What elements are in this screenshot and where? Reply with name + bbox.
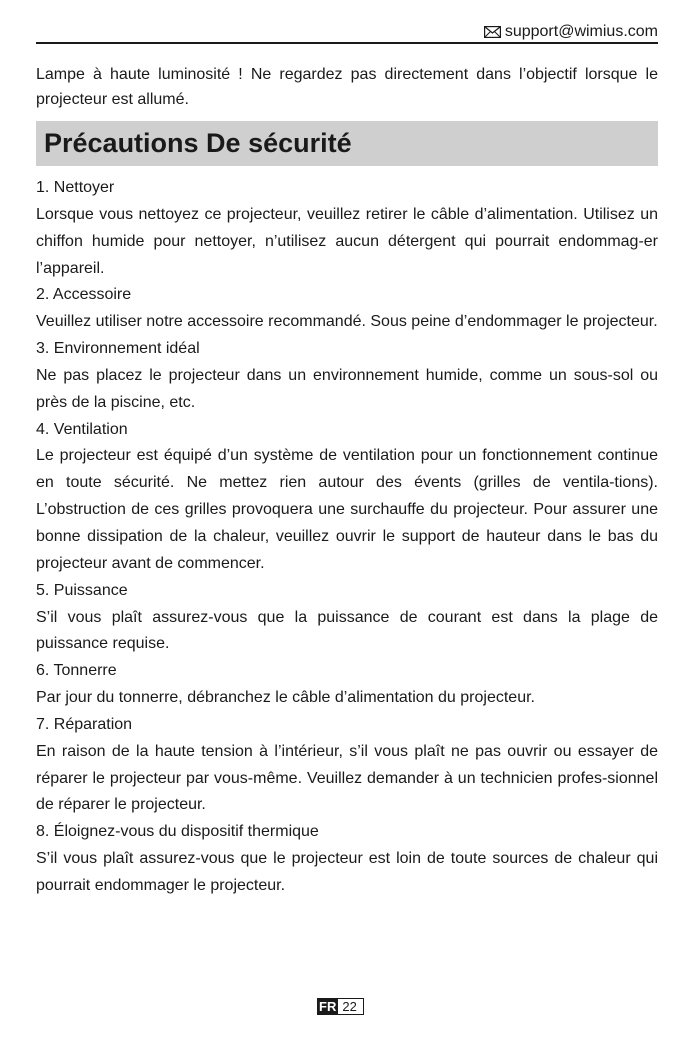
- item-body: S’il vous plaît assurez-vous que le projecteur est loin de toute sources de chaleur qui pourrait endommager le projecteur.: [36, 850, 658, 894]
- precaution-item: [36, 282, 658, 336]
- page-footer: [317, 998, 364, 1015]
- item-title: 3. Environnement idéal: [36, 340, 200, 358]
- intro-warning: Lampe à haute luminosité ! Ne regardez pas directement dans l’objectif lorsque le projecteur est allumé.: [36, 66, 658, 108]
- section-header: [36, 121, 658, 166]
- support-email[interactable]: [484, 22, 658, 42]
- support-email-text: support@wimius.com: [504, 23, 658, 40]
- item-body: Par jour du tonnerre, débranchez le câble d’alimentation du projecteur.: [36, 689, 535, 707]
- item-title: 2. Accessoire: [36, 286, 132, 304]
- item-body: Le projecteur est équipé d’un système de ventilation pour un fonctionnement continue en toute sécurité. Ne mettez rien autour des évents (grilles de ventila-tions). L’obstruction de ces grilles provoquera une surchauffe du projecteur. Pour assurer une bonne dissipation de la chaleur, veuillez ouvrir le support de hauteur dans le bas du projecteur avant de commencer.: [36, 447, 658, 572]
- item-title: 7. Réparation: [36, 715, 133, 733]
- precautions-list: [36, 175, 658, 900]
- precaution-item: [36, 658, 658, 712]
- item-title: 6. Tonnerre: [36, 662, 117, 680]
- item-body: S’il vous plaît assurez-vous que la puissance de courant est dans la plage de puissance requise.: [36, 608, 658, 653]
- item-title: 1. Nettoyer: [36, 179, 115, 196]
- item-body: Ne pas placez le projecteur dans un environnement humide, comme un sous-sol ou près de la piscine, etc.: [36, 366, 658, 411]
- precaution-item: [36, 336, 658, 417]
- item-body: En raison de la haute tension à l’intérieur, s’il vous plaît ne pas ouvrir ou essayer de réparer le projecteur par vous-même. Veuillez demander à un technicien profes-sionnel de réparer le projecteur.: [36, 742, 658, 814]
- envelope-icon: [484, 26, 501, 38]
- precaution-item: [36, 417, 658, 578]
- section-title: Précautions De sécurité: [44, 128, 352, 158]
- precaution-item: [36, 578, 658, 659]
- item-body: Veuillez utiliser notre accessoire recommandé. Sous peine d’endommager le projecteur.: [36, 313, 658, 331]
- language-badge: FR: [319, 999, 337, 1014]
- item-title: 8. Éloignez-vous du dispositif thermique: [36, 823, 319, 841]
- precaution-item: [36, 819, 658, 900]
- page-header: [36, 22, 658, 44]
- item-title: 5. Puissance: [36, 581, 128, 599]
- item-title: 4. Ventilation: [36, 420, 128, 438]
- precaution-item: [36, 175, 658, 282]
- precaution-item: [36, 712, 658, 819]
- page-number: 22: [338, 998, 363, 1015]
- item-body: Lorsque vous nettoyez ce projecteur, veuillez retirer le câble d’alimentation. Utilisez un chiffon humide pour nettoyer, n’utilisez aucun détergent qui pourrait endommag-er l’appareil.: [36, 205, 658, 277]
